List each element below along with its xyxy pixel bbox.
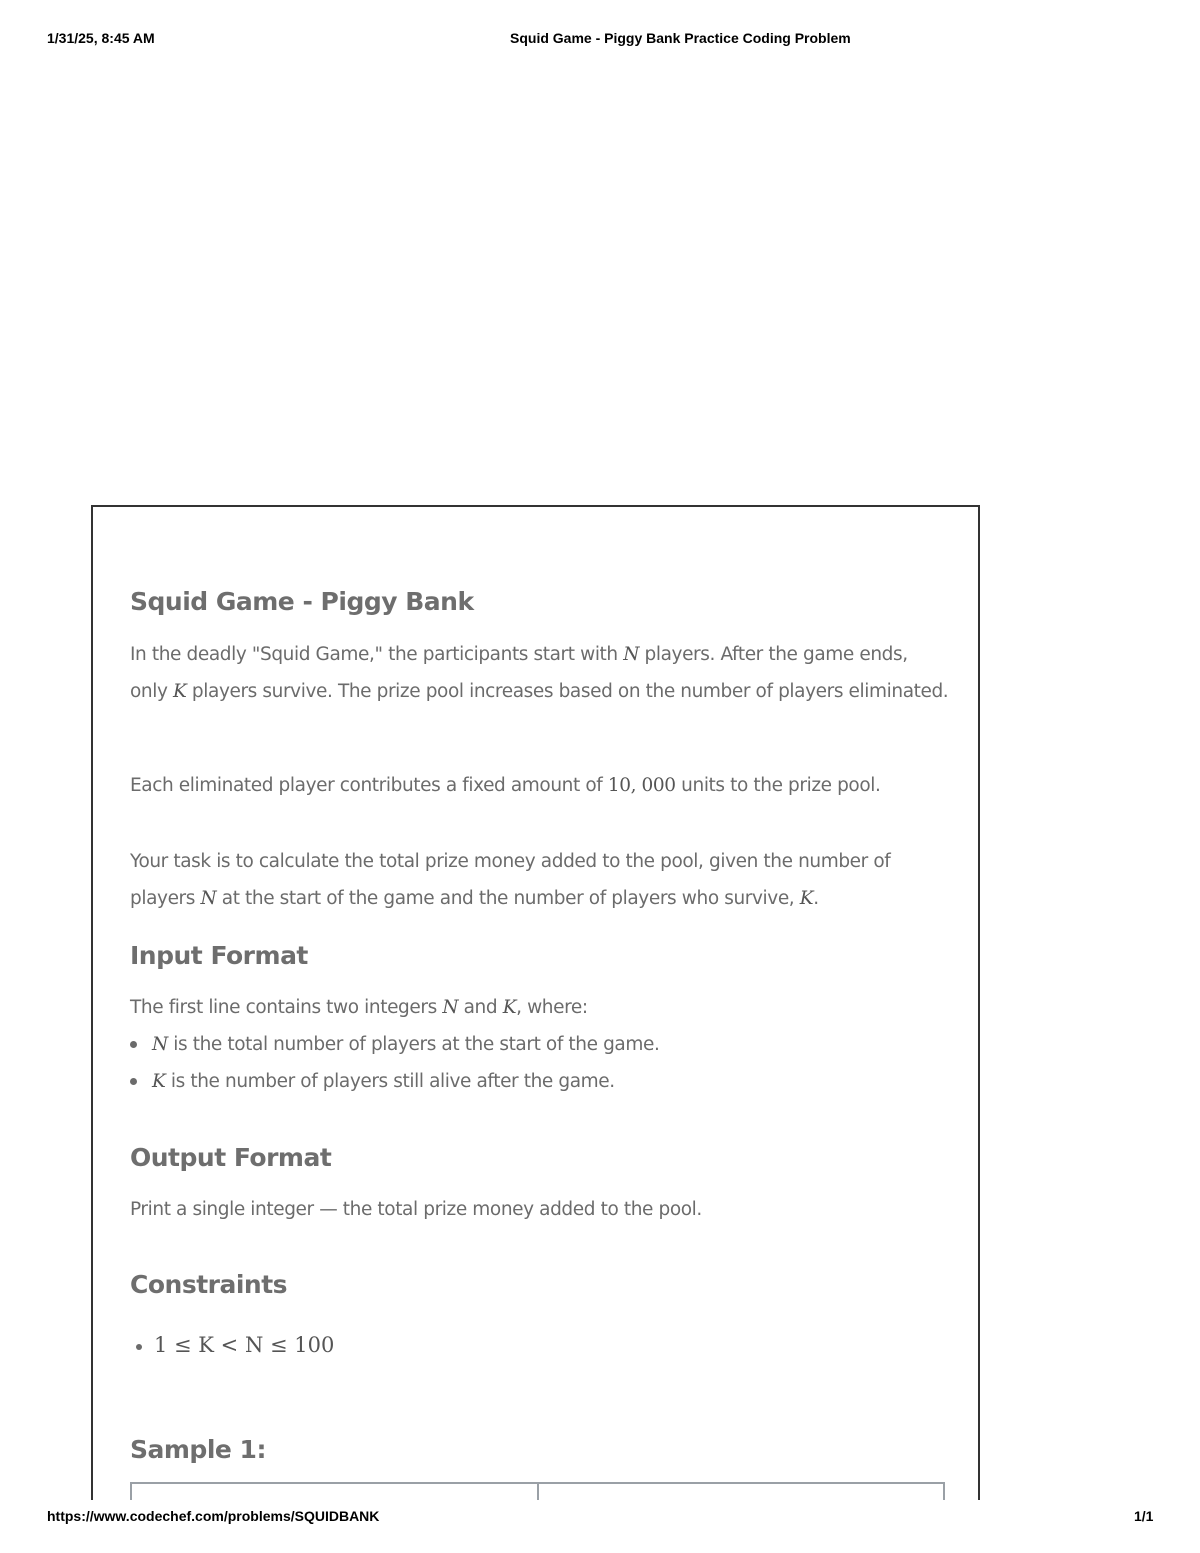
output-format-heading: Output Format — [130, 1143, 332, 1172]
problem-title: Squid Game - Piggy Bank — [130, 587, 474, 616]
list-item: N is the total number of players at the start of the game. — [130, 1026, 659, 1063]
input-format-line: The first line contains two integers N and K, where: — [130, 997, 588, 1018]
print-page-number: 1/1 — [1134, 1508, 1154, 1524]
output-format-text: Print a single integer — the total prize money added to the pool. — [130, 1199, 702, 1220]
constraint-item: 1 ≤ K < N ≤ 100 — [130, 1333, 334, 1357]
problem-frame — [91, 505, 980, 1500]
input-format-heading: Input Format — [130, 941, 308, 970]
print-page-title: Squid Game - Piggy Bank Practice Coding Problem — [510, 30, 851, 46]
print-footer — [0, 1508, 1200, 1528]
print-url: https://www.codechef.com/problems/SQUIDBANK — [47, 1508, 380, 1524]
list-item: K is the number of players still alive after the game. — [130, 1063, 659, 1100]
sample-table-divider — [537, 1484, 539, 1500]
print-header — [0, 30, 1200, 50]
sample-table — [130, 1482, 945, 1500]
sample-heading: Sample 1: — [130, 1435, 266, 1464]
print-date: 1/31/25, 8:45 AM — [47, 30, 155, 46]
input-format-list — [130, 1026, 659, 1100]
intro-paragraph-1: In the deadly "Squid Game," the participants start with N players. After the game ends, only K players survive. The prize pool increases based on the number of players eliminated. — [130, 644, 949, 702]
constraints-heading: Constraints — [130, 1270, 288, 1299]
intro-paragraph-2: Each eliminated player contributes a fixed amount of 10, 000 units to the prize pool. — [130, 775, 881, 796]
intro-paragraph-3: Your task is to calculate the total prize money added to the pool, given the number of players N at the start of the game and the number of players who survive, K. — [130, 851, 891, 909]
